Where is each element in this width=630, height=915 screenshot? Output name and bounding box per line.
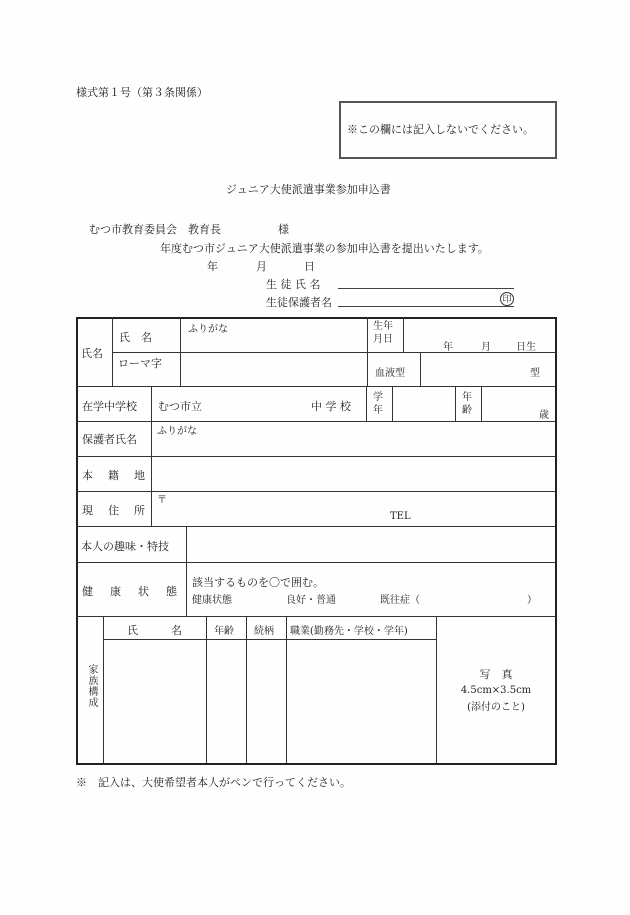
health-label: 健 康 状 態 (82, 585, 180, 598)
guardian-row-label: 保護者氏名 (82, 433, 137, 446)
blood-type-unit: 型 (530, 368, 540, 379)
grid-line (76, 616, 556, 617)
age-label-line2: 齢 (462, 405, 472, 416)
table-right-border (555, 317, 557, 764)
family-col-name: 氏 名 (127, 624, 182, 637)
birth-month-unit: 月 (481, 342, 491, 353)
grid-line (76, 456, 556, 457)
form-number: 様式第１号（第３条関係） (76, 86, 208, 99)
birth-day-unit: 日生 (516, 342, 536, 353)
grid-line (186, 526, 187, 616)
grade-label-line1: 学 (373, 392, 383, 403)
student-name-line[interactable] (338, 288, 514, 289)
name-label: 氏 名 (119, 331, 152, 344)
name-group-label: 氏名 (81, 347, 103, 360)
grid-line (366, 386, 367, 421)
table-left-border (76, 317, 78, 764)
address-label: 現 住 所 (82, 504, 147, 517)
grid-line (206, 616, 207, 763)
photo-area[interactable] (437, 666, 555, 713)
grid-line (103, 616, 104, 763)
name-furigana-label: ふりがな (188, 324, 228, 335)
medical-history-close: ） (527, 595, 537, 606)
grid-line (76, 491, 556, 492)
date-month: 月 (256, 260, 267, 273)
domicile-label: 本 籍 地 (82, 469, 147, 482)
grid-line (455, 386, 456, 421)
date-year: 年 (207, 260, 218, 273)
grid-line (392, 386, 393, 421)
grid-line (76, 526, 556, 527)
footnote: ※ 記入は、大使希望者本人がペンで行ってください。 (76, 776, 351, 789)
birthdate-label-line2: 月日 (373, 334, 393, 345)
table-top-border (76, 317, 557, 319)
addressee-honorific: 様 (278, 223, 289, 236)
guardian-furigana-label: ふりがな (157, 426, 197, 437)
school-suffix: 中 学 校 (311, 400, 351, 413)
age-label-line1: 年 (462, 392, 472, 403)
grid-line (286, 616, 287, 763)
grid-line (481, 386, 482, 421)
photo-title: 写 真 (479, 668, 513, 681)
photo-note: (添付のこと) (467, 702, 525, 713)
grade-label (373, 391, 383, 417)
family-col-relation: 続柄 (254, 626, 274, 637)
office-use-note: ※この欄には記入しないでください。 (347, 123, 534, 136)
grid-line (76, 386, 556, 387)
grid-line (246, 616, 247, 763)
photo-size: 4.5cm×3.5cm (460, 685, 532, 696)
health-status-label: 健康状態 (192, 595, 232, 606)
postal-mark: 〒 (157, 495, 167, 506)
hobby-label: 本人の趣味・特技 (81, 540, 169, 553)
grid-line (76, 421, 556, 422)
romaji-label: ローマ字 (118, 357, 162, 370)
grade-label-line2: 年 (373, 405, 383, 416)
table-bottom-border (76, 763, 557, 765)
grid-line (103, 639, 436, 640)
guardian-name-label: 生徒保護者名 (266, 296, 332, 309)
blood-type-label: 血液型 (375, 368, 405, 379)
family-col-occupation: 職業(勤務先・学校・学年) (290, 626, 408, 637)
grid-line (76, 562, 556, 563)
age-unit: 歳 (539, 410, 549, 421)
document-title: ジュニア大使派遣事業参加申込書 (226, 183, 391, 196)
family-col-age: 年齢 (214, 626, 234, 637)
tel-label: TEL (390, 511, 411, 522)
grid-line (420, 352, 421, 386)
age-label (462, 391, 472, 417)
date-day: 日 (304, 260, 315, 273)
seal-mark: 印 (500, 292, 514, 306)
statement: 年度むつ市ジュニア大使派遣事業の参加申込書を提出いたします。 (160, 242, 489, 255)
health-instruction: 該当するものを〇で囲む。 (192, 576, 324, 589)
birthdate-label-line1: 生年 (373, 321, 393, 332)
student-name-label: 生 徒 氏 名 (266, 278, 321, 291)
school-label: 在学中学校 (82, 400, 137, 413)
birth-year-unit: 年 (443, 342, 453, 353)
school-prefix: むつ市立 (158, 400, 202, 413)
addressee-org: むつ市教育委員会 教育長 (89, 223, 221, 236)
health-options[interactable]: 良好・普通 (286, 595, 336, 606)
birthdate-label (373, 320, 393, 346)
grid-line (403, 317, 404, 352)
office-use-box (339, 101, 557, 159)
medical-history-label: 既往症（ (380, 595, 420, 606)
guardian-name-line[interactable] (338, 306, 514, 307)
family-label: 家族構成 (86, 664, 97, 708)
